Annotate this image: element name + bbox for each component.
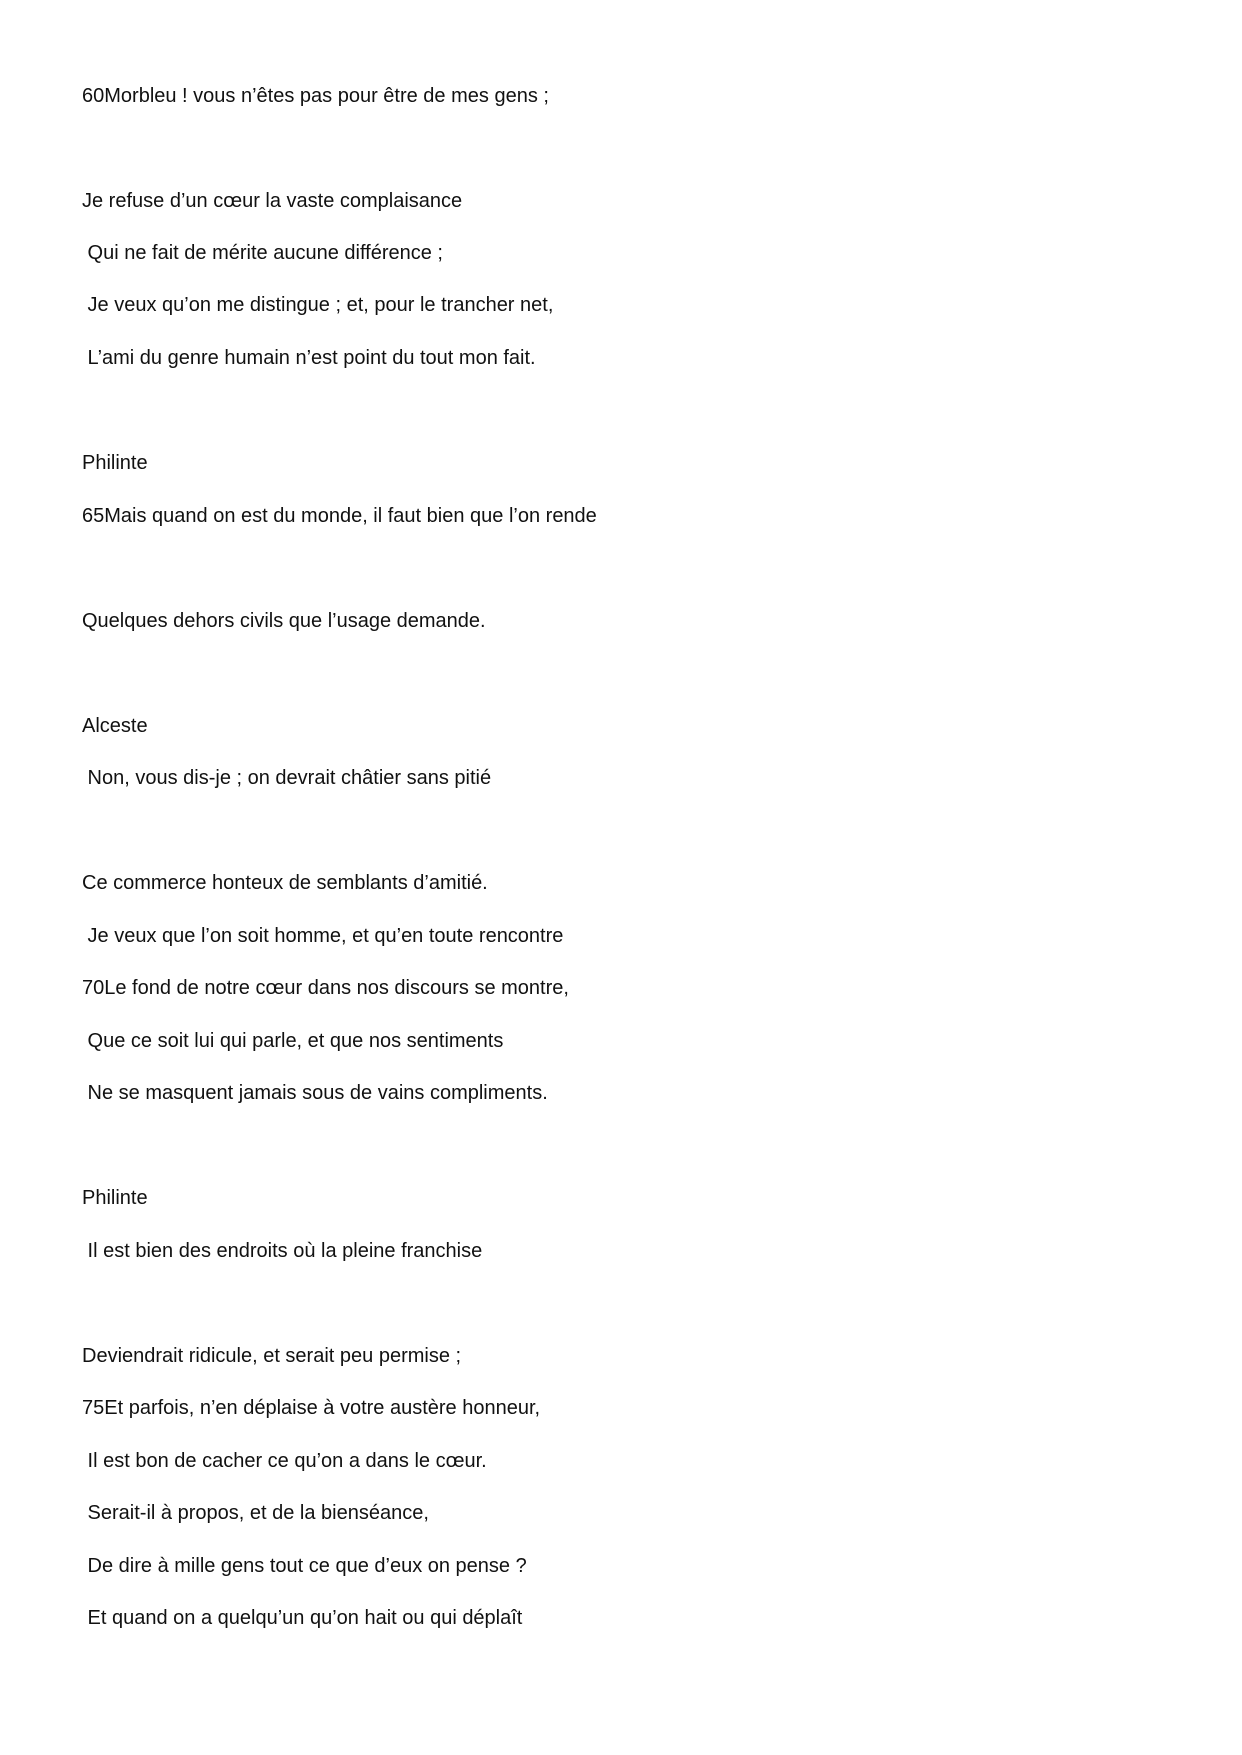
verse-line: Il est bien des endroits où la pleine franchise <box>82 1240 483 1262</box>
verse-line: Et quand on a quelqu’un qu’on hait ou qui déplaît <box>82 1607 523 1629</box>
verse-line: Que ce soit lui qui parle, et que nos sentiments <box>82 1030 504 1052</box>
verse-line: Qui ne fait de mérite aucune différence ; <box>82 242 443 264</box>
verse-line: 70Le fond de notre cœur dans nos discours se montre, <box>82 977 569 999</box>
verse-line: 65Mais quand on est du monde, il faut bien que l’on rende <box>82 505 597 527</box>
verse-line: Il est bon de cacher ce qu’on a dans le cœur. <box>82 1450 487 1472</box>
verse-line: Quelques dehors civils que l’usage demande. <box>82 610 486 632</box>
verse-line: L’ami du genre humain n’est point du tout mon fait. <box>82 347 536 369</box>
verse-line: Je veux que l’on soit homme, et qu’en toute rencontre <box>82 925 564 947</box>
verse-line: De dire à mille gens tout ce que d’eux on pense ? <box>82 1555 527 1577</box>
verse-line: Serait-il à propos, et de la bienséance, <box>82 1502 429 1524</box>
speaker-name: Alceste <box>82 715 148 737</box>
verse-line: 75Et parfois, n’en déplaise à votre austère honneur, <box>82 1397 541 1419</box>
verse-line: Deviendrait ridicule, et serait peu permise ; <box>82 1345 462 1367</box>
speaker-name: Philinte <box>82 452 148 474</box>
verse-line: 60Morbleu ! vous n’êtes pas pour être de mes gens ; <box>82 85 549 107</box>
verse-line: Je refuse d’un cœur la vaste complaisance <box>82 190 463 212</box>
verse-line: Ne se masquent jamais sous de vains compliments. <box>82 1082 548 1104</box>
verse-line: Je veux qu’on me distingue ; et, pour le trancher net, <box>82 294 554 316</box>
speaker-name: Philinte <box>82 1187 148 1209</box>
verse-line: Non, vous dis-je ; on devrait châtier sans pitié <box>82 767 492 789</box>
verse-line: Ce commerce honteux de semblants d’amitié. <box>82 872 488 894</box>
